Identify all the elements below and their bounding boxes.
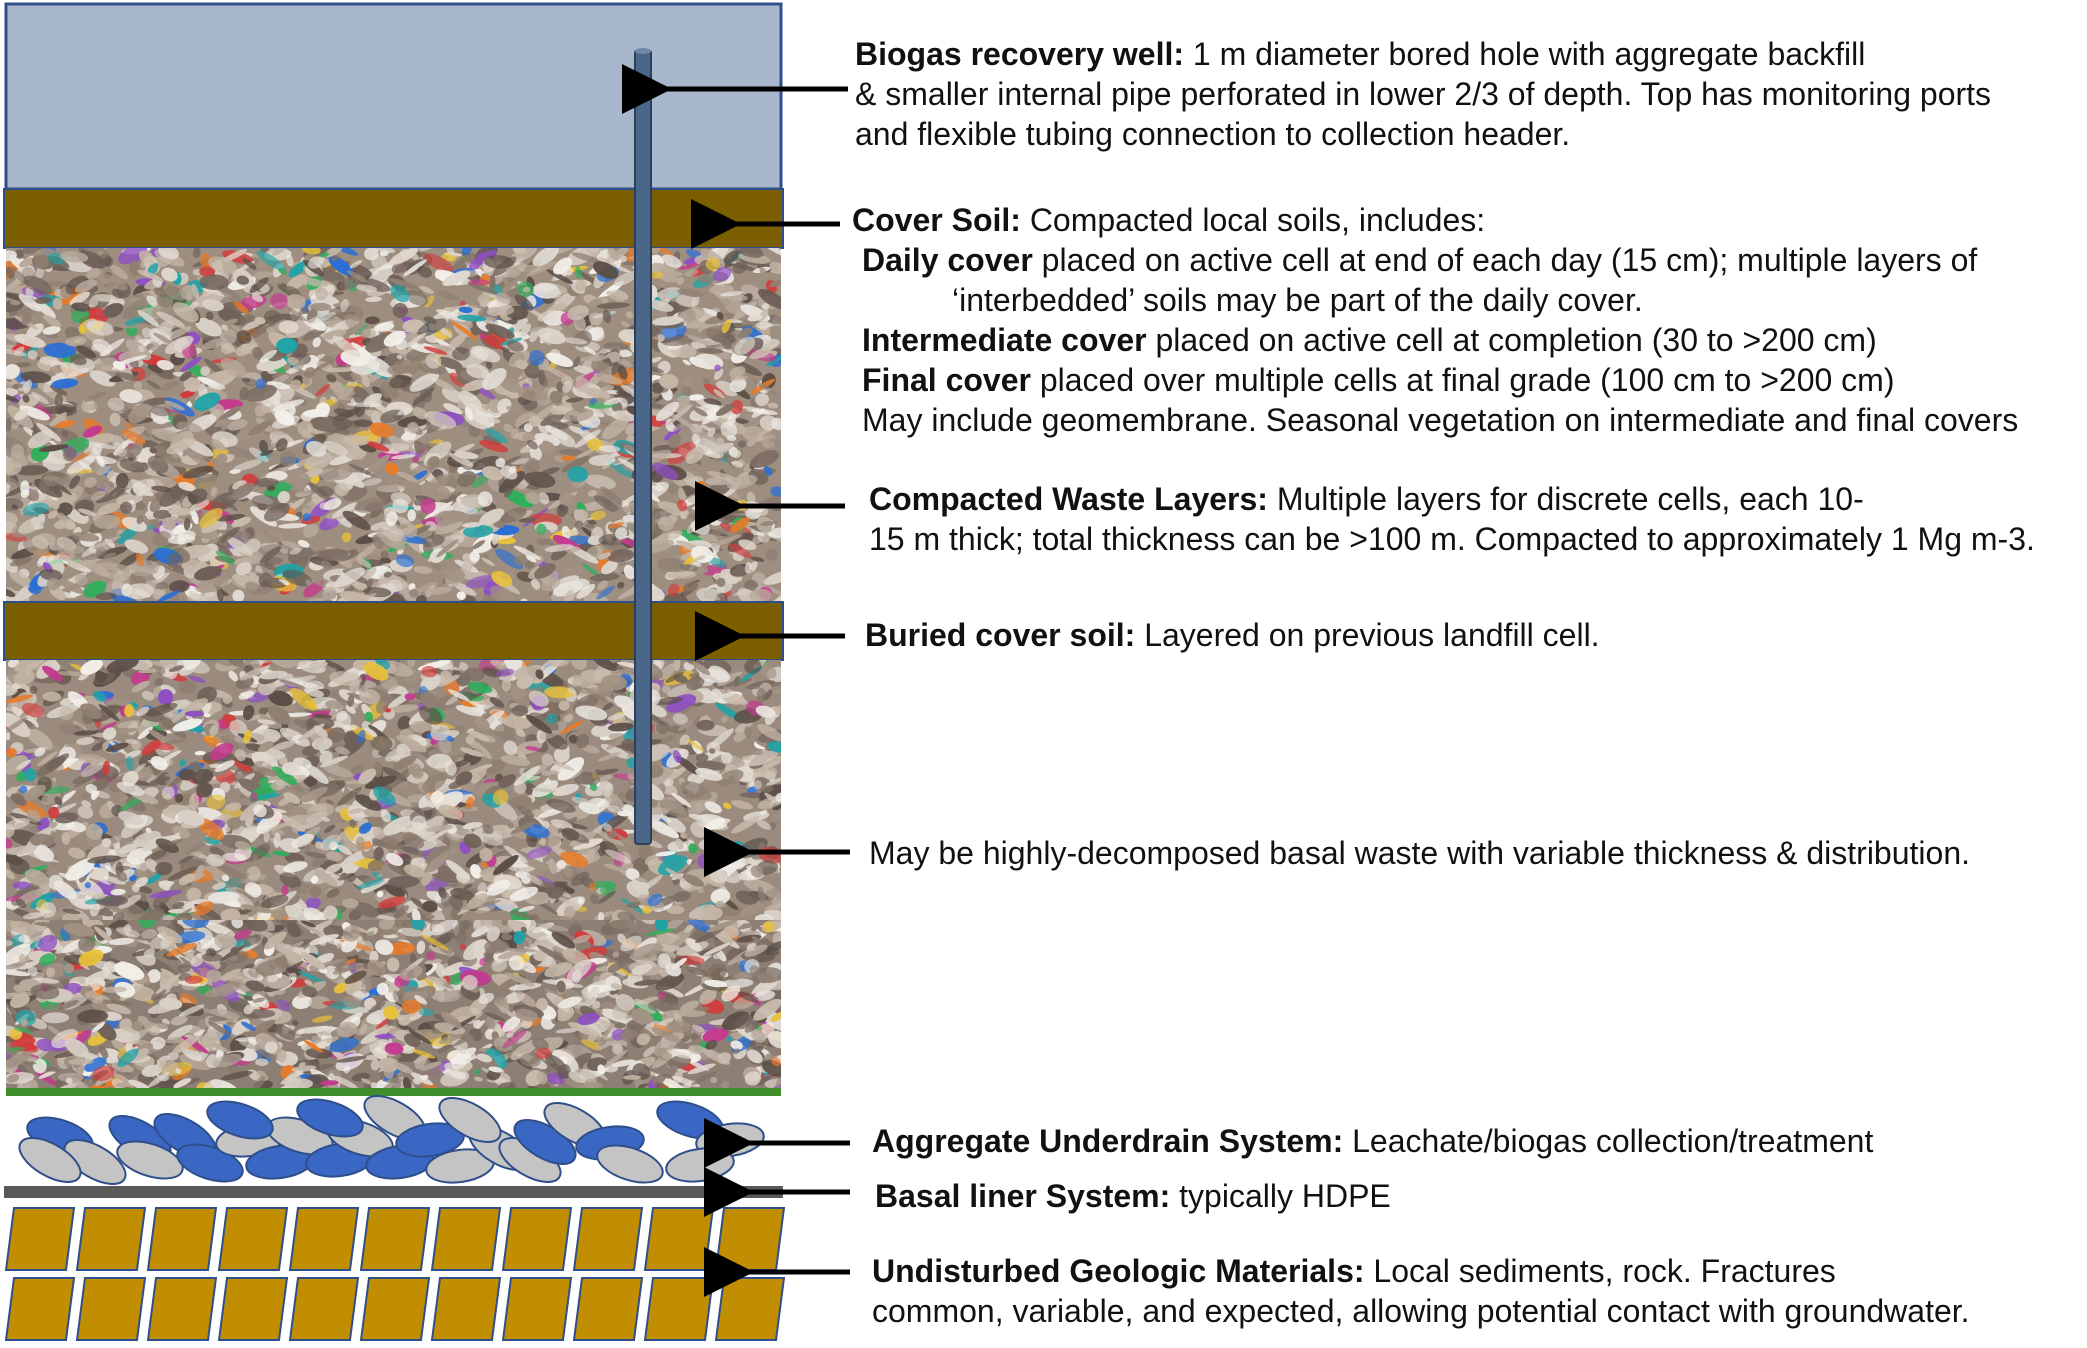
waste-fragment [650,271,664,279]
waste-fragment [757,688,767,702]
waste-fragment [405,693,416,700]
waste-fragment [489,275,495,289]
waste-fragment [310,303,332,311]
cover-soil-layer [4,189,783,248]
waste-fragment [278,320,298,333]
waste-fragment [30,686,38,694]
waste-fragment [43,474,60,486]
waste-fragment [6,748,17,757]
sky-layer [6,4,781,189]
buried-cover-soil-layer [4,602,783,660]
